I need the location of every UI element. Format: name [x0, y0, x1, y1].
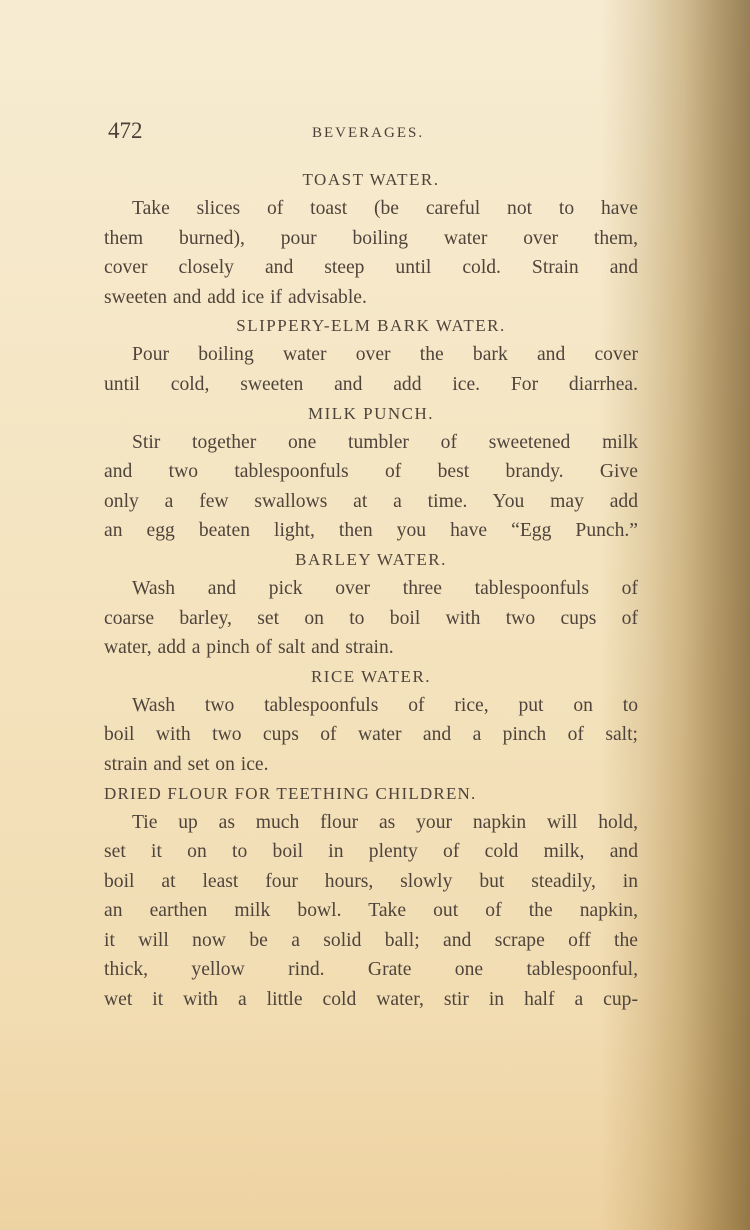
page-header	[108, 118, 648, 148]
running-head: BEVERAGES.	[312, 125, 425, 141]
section-title-milk-punch: MILK PUNCH.	[307, 403, 435, 423]
text-line: coarse barley, set on to boil with two cups of	[104, 607, 638, 629]
text-line: thick, yellow rind. Grate one tablespoonful,	[104, 959, 638, 981]
text-line: an earthen milk bowl. Take out of the napkin,	[104, 900, 638, 922]
text-line: and two tablespoonfuls of best brandy. Give	[104, 461, 638, 483]
text-line: it will now be a solid ball; and scrape off the	[104, 929, 638, 951]
section-title-toast-water: TOAST WATER.	[302, 170, 440, 189]
section-title-rice-water: RICE WATER.	[310, 666, 432, 686]
text-line: Take slices of toast (be careful not to have	[132, 198, 638, 219]
text-line: only a few swallows at a time. You may add	[104, 490, 638, 512]
text-line: Stir together one tumbler of sweetened milk	[132, 431, 638, 453]
text-line: them burned), pour boiling water over them,	[104, 227, 638, 249]
recipe-dried-flour	[104, 808, 638, 1015]
text-line: Wash and pick over three tablespoonfuls of	[132, 577, 638, 599]
text-line: Wash two tablespoonfuls of rice, put on to	[132, 694, 638, 716]
section-title-slippery-elm: SLIPPERY-ELM BARK WATER.	[236, 316, 506, 336]
section-title-barley-water: BARLEY WATER.	[295, 549, 447, 569]
recipe-toast-water	[104, 194, 638, 312]
text-line: strain and set on ice.	[104, 753, 269, 775]
text-line: boil with two cups of water and a pinch of salt;	[104, 724, 638, 746]
page-content	[104, 166, 638, 1015]
recipe-slippery-elm	[104, 340, 638, 399]
recipe-rice-water	[104, 691, 638, 780]
text-line: until cold, sweeten and add ice. For diarrhea.	[104, 373, 638, 395]
text-line: boil at least four hours, slowly but steadily, in	[104, 870, 638, 892]
recipe-barley-water	[104, 574, 638, 663]
text-line: set it on to boil in plenty of cold milk, and	[104, 841, 638, 863]
page-number: 472	[108, 118, 143, 143]
section-title-dried-flour: DRIED FLOUR FOR TEETHING CHILDREN.	[104, 783, 477, 803]
text-line: wet it with a little cold water, stir in half a cup-	[104, 989, 638, 1011]
text-line: water, add a pinch of salt and strain.	[104, 637, 394, 659]
text-line: Tie up as much flour as your napkin will hold,	[132, 811, 638, 833]
text-line: cover closely and steep until cold. Strain and	[104, 257, 638, 279]
text-line: an egg beaten light, then you have “Egg Punch.”	[104, 520, 638, 542]
recipe-milk-punch	[104, 428, 638, 546]
text-line: sweeten and add ice if advisable.	[104, 286, 367, 308]
text-line: Pour boiling water over the bark and cover	[132, 344, 638, 366]
